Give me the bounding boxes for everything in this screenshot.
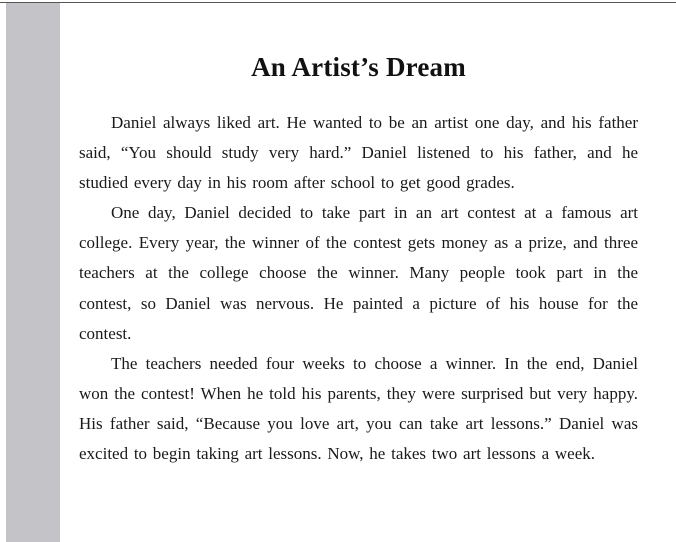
document-body xyxy=(79,108,638,469)
document-title: An Artist’s Dream xyxy=(251,52,466,82)
paragraph-2: One day, Daniel decided to take part in an art contest at a famous art college. Every year, the winner of the contest gets money as a prize, and three teachers at the college choose the winner. Many people took part in the contest, so Daniel was nervous. He painted a picture of his house for the contest. xyxy=(79,203,638,343)
paragraph-3: The teachers needed four weeks to choose a winner. In the end, Daniel won the contest! When he told his parents, they were surprised but very happy. His father said, “Because you love art, you can take art lessons.” Daniel was excited to begin taking art lessons. Now, he takes two art lessons a week. xyxy=(79,353,638,464)
left-margin-bar xyxy=(6,3,60,542)
paragraph-1: Daniel always liked art. He wanted to be an artist one day, and his father said, “You should study very hard.” Daniel listened to his father, and he studied every day in his room after school to get good grades. xyxy=(79,113,638,193)
document-page xyxy=(79,0,638,542)
